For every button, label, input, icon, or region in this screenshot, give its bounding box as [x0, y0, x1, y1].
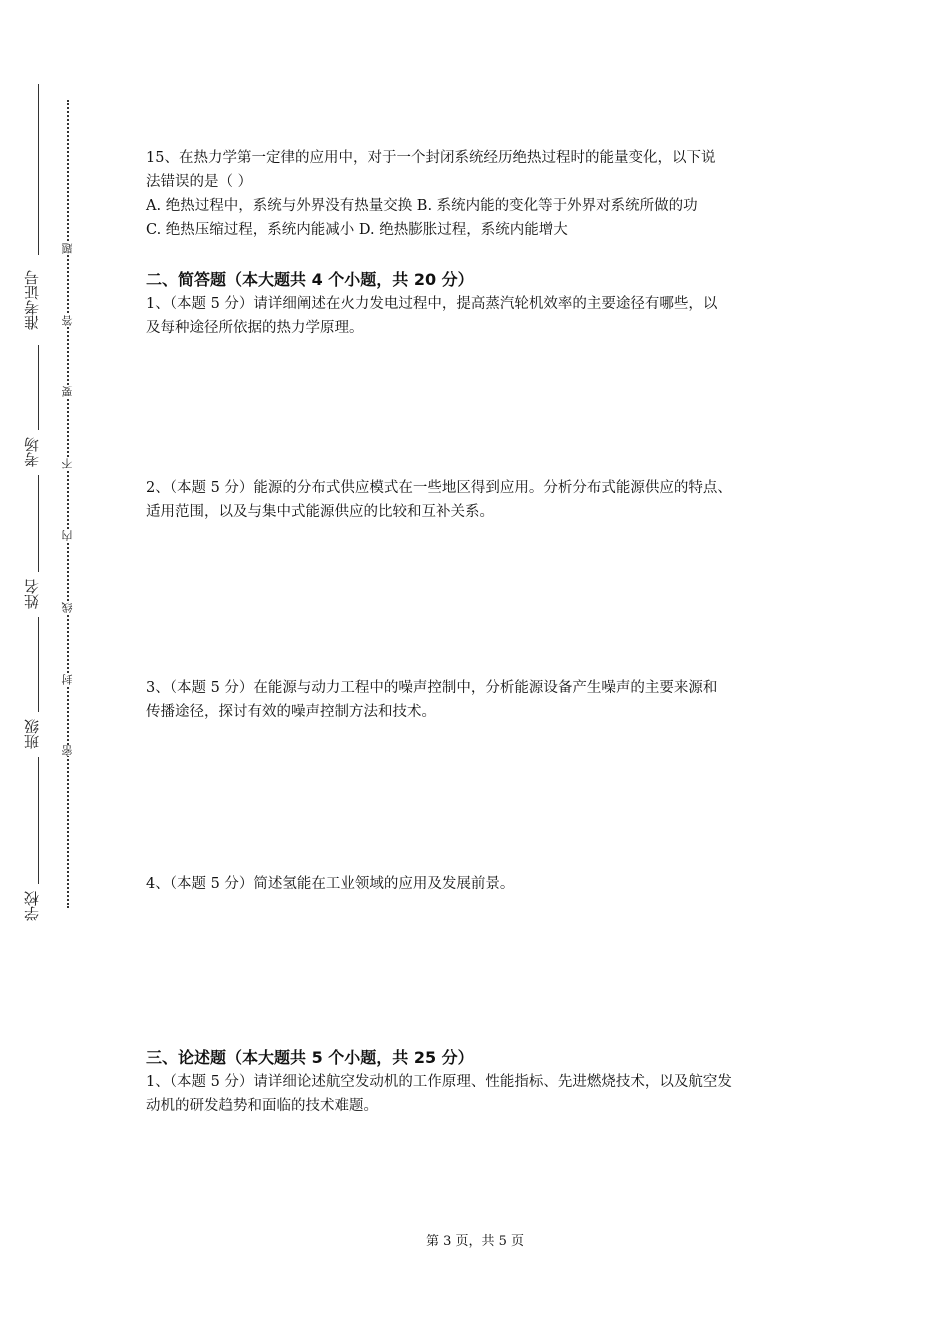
question-text: 动机的研发趋势和面临的技术难题。 — [146, 1098, 378, 1114]
seal-char: 线 — [61, 602, 74, 613]
field-exam-room: 考场 — [18, 430, 46, 475]
question-text: 1、（本题 5 分）请详细阐述在火力发电过程中，提高蒸汽轮机效率的主要途径有哪些，以 — [146, 296, 718, 312]
seal-char: 题 — [61, 243, 74, 254]
exam-content — [146, 140, 818, 1118]
seal-char: 要 — [61, 386, 74, 397]
question-text: 1、（本题 5 分）请详细论述航空发动机的工作原理、性能指标、先进燃烧技术，以及航空发 — [146, 1074, 732, 1090]
question-text: 3、（本题 5 分）在能源与动力工程中的噪声控制中，分析能源设备产生噪声的主要来源和 — [146, 680, 718, 696]
question-text: 适用范围，以及与集中式能源供应的比较和互补关系。 — [146, 504, 494, 520]
seal-char: 密 — [61, 745, 74, 756]
short-answer-q3 — [146, 676, 818, 724]
page-number: 第 3 页，共 5 页 — [425, 1234, 525, 1249]
section-title-short-answer: 二、简答题（本大题共 4 个小题，共 20 分） — [146, 270, 474, 289]
question-options: A. 绝热过程中，系统与外界没有热量交换 B. 系统内能的变化等于外界对系统所做的功 — [146, 198, 698, 214]
field-exam-id: 准考证号 — [18, 255, 46, 345]
question-stem: 15、在热力学第一定律的应用中，对于一个封闭系统经历绝热过程时的能量变化，以下说 — [146, 150, 716, 166]
seal-char: 不 — [61, 458, 74, 469]
question-stem: 法错误的是（ ） — [146, 174, 253, 190]
seal-char: 答 — [61, 315, 74, 326]
field-class: 班级 — [18, 712, 46, 757]
question-text: 2、（本题 5 分）能源的分布式供应模式在一些地区得到应用。分析分布式能源供应的特点、 — [146, 480, 732, 496]
section-title-essay: 三、论述题（本大题共 5 个小题，共 25 分） — [146, 1048, 474, 1067]
field-school: 学校 — [18, 884, 46, 929]
short-answer-q1 — [146, 292, 818, 340]
question-text: 4、（本题 5 分）简述氢能在工业领域的应用及发展前景。 — [146, 876, 515, 892]
question-text: 及每种途径所依据的热力学原理。 — [146, 320, 364, 336]
question-options: C. 绝热压缩过程，系统内能减小 D. 绝热膨胀过程，系统内能增大 — [146, 222, 568, 238]
essay-q1 — [146, 1070, 818, 1118]
question-text: 传播途径，探讨有效的噪声控制方法和技术。 — [146, 704, 436, 720]
seal-char: 内 — [61, 530, 74, 541]
short-answer-q2 — [146, 476, 818, 524]
seal-char: 封 — [61, 674, 74, 685]
short-answer-q4 — [146, 872, 818, 896]
field-name: 姓名 — [18, 572, 46, 617]
binding-solid-line — [38, 84, 39, 904]
question-15 — [146, 146, 818, 242]
binding-dotted-line — [67, 100, 69, 908]
